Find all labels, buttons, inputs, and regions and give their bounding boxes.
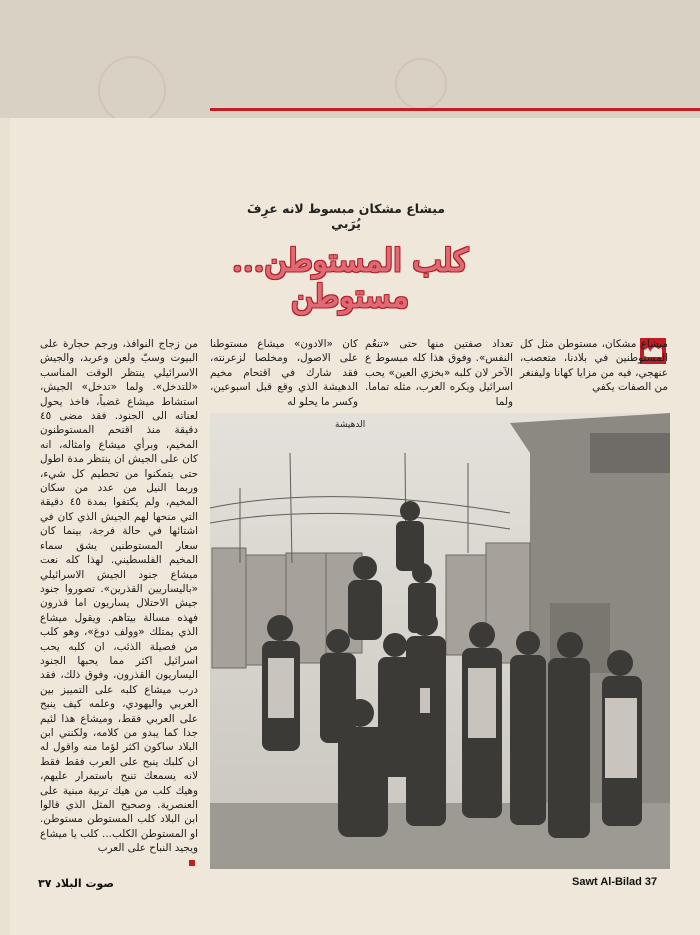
photo-caption: الدهيشة xyxy=(335,420,366,430)
footer-magazine-name: صوت البلاد ٣٧ xyxy=(38,877,115,890)
text-column-1 xyxy=(520,337,668,395)
article-subtitle: ميشاع مشكان مبسوط لانه عرِفَ يُرَبي xyxy=(246,201,446,231)
news-photo xyxy=(210,413,670,869)
paragraph: ميشاع مشكان، مستوطن مثل كل المستوطنين في بلادنا، متعصب، عنهجي، فيه من مزايا كهانا وليفنغر من الصفات يكفي xyxy=(520,338,668,394)
article-headline: كلب المستوطن... مستوطن xyxy=(232,243,468,315)
text-column-4 xyxy=(40,337,198,870)
end-mark-icon xyxy=(189,860,195,866)
text-column-3 xyxy=(210,337,358,409)
paragraph: كان «الادون» ميشاع مستوطنا على الاصول، ومخلصا لزعرنته، فقد شارك في اقتحام مخيم الدهيشة الذي وقع قبل اسبوعين، وكسر ما يحلو له xyxy=(210,338,358,408)
faded-emblem xyxy=(395,58,447,110)
faded-emblem xyxy=(98,56,166,124)
footer-page-number: Sawt Al-Bilad 37 xyxy=(572,876,658,888)
paragraph: تعداد صفتين منها حتى «تنعُم النفس». وفوق هذا كله مبسوط ع الآخر لان كلبه «بخزي العين» يحب اسرائيل ويكره العرب، مثله تماما. ولما xyxy=(365,338,513,408)
paragraph: من زجاج النوافذ، ورجم حجارة على البيوت وسبّ ولعن وعربد، والجيش الاسرائيلي ينتظر الوقت المناسب «للتدخل». ولما «تدخل» الجيش، استشاط ميشاع غضباً، فاخذ يحول لعناته الى الجنود. فقد مضى ٤٥ دقيقة منذ اقتحم المستوطنون المخيم، وبرأي ميشاع وامثاله، انه كان على الجيش ان ينتظر مدة اطول حتى يتمكنوا من تحطيم كل شيء، وربما النيل من عدد من سكان المخيم، ولم يكتفوا بمدة ٤٥ دقيقة التي منحها لهم الجيش الذي كان في اشتائها في حالة فرجة، بينما كان سعار المستوطنين يشق سماء المخيم الفلسطيني. لهذا كله نعت ميشاع جنود الجيش الاسرائيلي «باليساريين القذرين». تصوروا جنود جيش الاحتلال يساريون اما قذرون فهذه مسالة بيتاهم. ويقول ميشاع الذي يمتلك «وولف دوغ»، وهو كلب من فصيلة الذئب، ان كلبه يحب اسرائيل اكثر مما يحبها الجنود اليساريون القذرون، وفوق ذلك، فقد درب ميشاع كلبه على التمييز بين العربي واليهودي، وعلمه كيف ينبح على العربي فقط، وميشاع هذا لئيم جدا كما يبدو من كلامه، ولكنني ابن البلاد ساكون اكثر لؤما منه واقول له ان كلبك ينبح على العرب فقط فقط لانه يسمعك تنبح باستمرار عليهم، وهيك كلب من هيك تربية مبنية على العنصرية. وصحيح المثل الذي قالوا ابن البلاد كلب المستوطن مستوطن. او المستوطن الكلب... كلب يا ميشاع ويجيد النباح على العرب xyxy=(40,338,199,855)
text-column-2 xyxy=(365,337,513,409)
top-header-band xyxy=(0,0,700,118)
red-rule xyxy=(210,108,700,111)
